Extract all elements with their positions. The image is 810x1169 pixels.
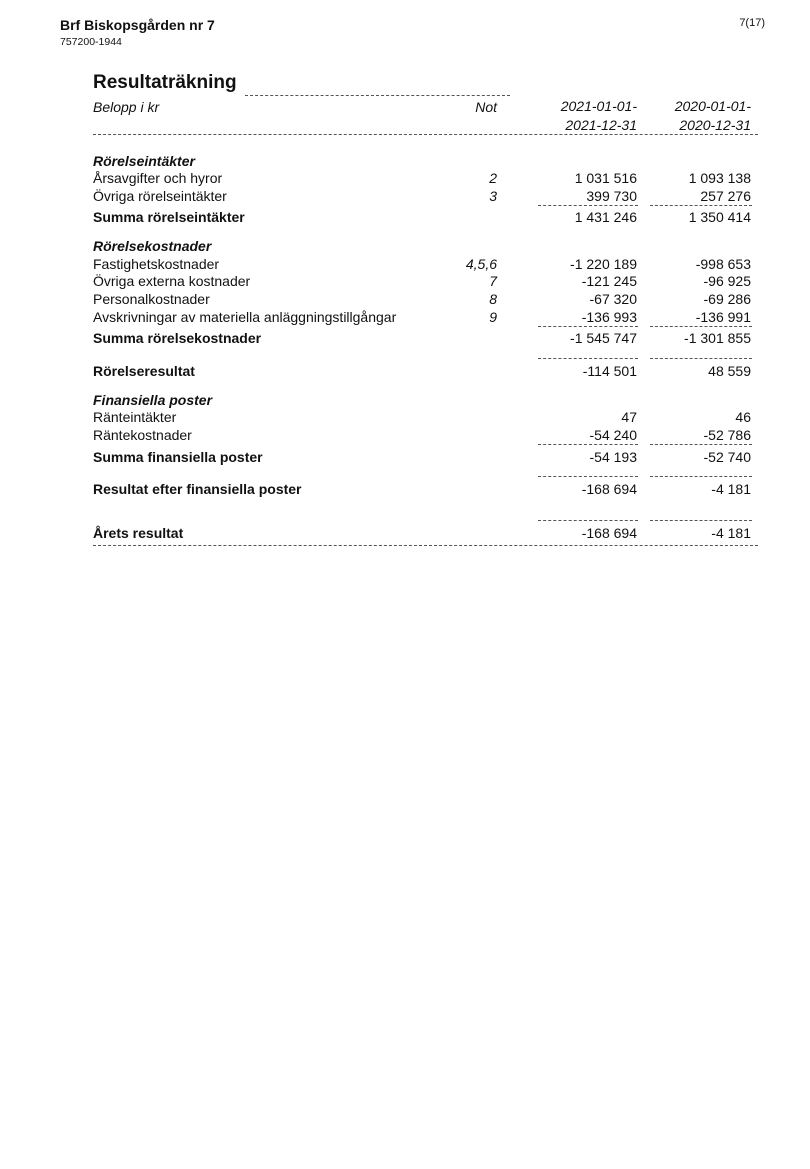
row-value-2021: -168 694 <box>581 481 637 497</box>
row-label: Summa rörelseintäkter <box>93 209 245 225</box>
row-value-2021: -54 193 <box>589 449 637 465</box>
note-column-header: Not <box>475 99 497 115</box>
section-row <box>93 153 758 171</box>
table-row <box>93 409 758 427</box>
subtotal-rule <box>538 326 638 327</box>
period1-header-from: 2021-01-01- <box>560 98 637 114</box>
row-label: Övriga externa kostnader <box>93 273 251 289</box>
row-label: Övriga rörelseintäkter <box>93 188 227 204</box>
row-value-2020: -1 301 855 <box>684 330 751 346</box>
organization-name: Brf Biskopsgården nr 7 <box>60 17 215 33</box>
row-value-2021: -1 220 189 <box>570 256 637 272</box>
row-label: Avskrivningar av materiella anläggningstillgångar <box>93 309 397 325</box>
row-label: Årsavgifter och hyror <box>93 170 223 186</box>
row-label: Räntekostnader <box>93 427 192 443</box>
period2-header-from: 2020-01-01- <box>674 98 751 114</box>
row-label: Årets resultat <box>93 525 184 541</box>
row-label: Finansiella poster <box>93 392 213 408</box>
row-value-2020: 1 093 138 <box>688 170 751 186</box>
row-note: 9 <box>489 309 497 325</box>
subtotal-rule <box>538 358 638 359</box>
row-label: Summa finansiella poster <box>93 449 263 465</box>
organization-number: 757200-1944 <box>60 36 122 48</box>
unit-label: Belopp i kr <box>93 99 160 115</box>
row-label: Rörelseintäkter <box>93 153 195 169</box>
row-value-2020: -4 181 <box>711 481 751 497</box>
row-value-2021: -168 694 <box>581 525 637 541</box>
subtotal-rule <box>650 520 752 521</box>
subtotal-rule <box>650 326 752 327</box>
sum-row <box>93 363 758 381</box>
row-note: 4,5,6 <box>465 256 497 272</box>
section-row <box>93 238 758 256</box>
row-label: Rörelseresultat <box>93 363 195 379</box>
final-rule <box>93 545 758 546</box>
table-row <box>93 427 758 445</box>
table-row <box>93 291 758 309</box>
row-value-2021: 1 031 516 <box>574 170 637 186</box>
sum-row <box>93 449 758 467</box>
table-row <box>93 273 758 291</box>
row-value-2020: -136 991 <box>695 309 751 325</box>
row-value-2020: 48 559 <box>708 363 751 379</box>
sum-row <box>93 330 758 348</box>
period1-header-to: 2021-12-31 <box>565 117 637 133</box>
row-note: 7 <box>489 273 497 289</box>
row-value-2020: -52 786 <box>703 427 751 443</box>
row-label: Rörelsekostnader <box>93 238 212 254</box>
row-value-2020: -998 653 <box>695 256 751 272</box>
table-row <box>93 309 758 327</box>
header-bottom-rule <box>93 134 758 135</box>
sum-row <box>93 209 758 227</box>
header-top-rule <box>245 95 510 96</box>
row-label: Fastighetskostnader <box>93 256 220 272</box>
row-value-2020: -52 740 <box>703 449 751 465</box>
report-title: Resultaträkning <box>93 72 237 93</box>
row-value-2021: -54 240 <box>589 427 637 443</box>
subtotal-rule <box>650 358 752 359</box>
row-value-2021: -121 245 <box>581 273 637 289</box>
subtotal-rule <box>650 205 752 206</box>
table-row <box>93 170 758 188</box>
subtotal-rule <box>650 444 752 445</box>
row-note: 3 <box>489 188 497 204</box>
row-label: Resultat efter finansiella poster <box>93 481 302 497</box>
row-label: Summa rörelsekostnader <box>93 330 262 346</box>
section-row <box>93 392 758 410</box>
row-value-2021: -1 545 747 <box>570 330 637 346</box>
row-value-2020: 1 350 414 <box>688 209 751 225</box>
page-number: 7(17) <box>739 17 765 29</box>
row-value-2021: -67 320 <box>589 291 637 307</box>
sum-row <box>93 481 758 499</box>
row-value-2020: -69 286 <box>703 291 751 307</box>
row-label: Ränteintäkter <box>93 409 177 425</box>
row-value-2020: 257 276 <box>700 188 751 204</box>
row-note: 2 <box>489 170 497 186</box>
subtotal-rule <box>538 205 638 206</box>
subtotal-rule <box>538 476 638 477</box>
subtotal-rule <box>538 520 638 521</box>
row-label: Personalkostnader <box>93 291 210 307</box>
row-value-2021: 1 431 246 <box>574 209 637 225</box>
subtotal-rule <box>538 444 638 445</box>
row-value-2021: -114 501 <box>582 363 637 379</box>
row-value-2020: 46 <box>735 409 751 425</box>
sum-row <box>93 525 758 543</box>
row-value-2021: -136 993 <box>581 309 637 325</box>
row-value-2021: 399 730 <box>586 188 637 204</box>
period2-header-to: 2020-12-31 <box>679 117 751 133</box>
row-note: 8 <box>489 291 497 307</box>
subtotal-rule <box>650 476 752 477</box>
row-value-2020: -96 925 <box>703 273 751 289</box>
row-value-2020: -4 181 <box>711 525 751 541</box>
row-value-2021: 47 <box>621 409 637 425</box>
table-row <box>93 188 758 206</box>
table-row <box>93 256 758 274</box>
